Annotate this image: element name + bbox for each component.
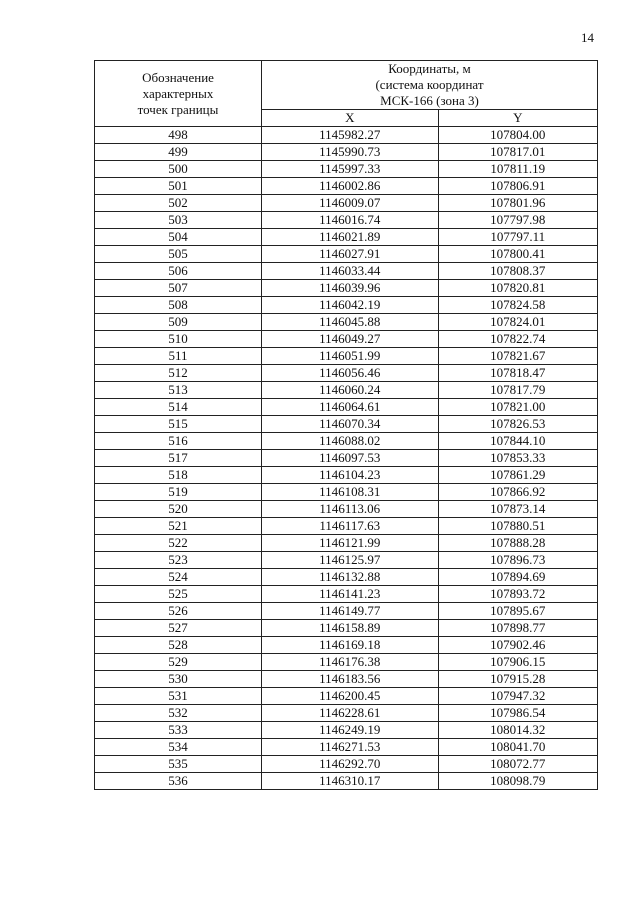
table-row: [95, 535, 598, 552]
x-coordinate-cell: 1146141.23: [262, 586, 439, 603]
y-coordinate-cell: 107804.00: [438, 127, 597, 144]
table-row: [95, 484, 598, 501]
point-id-cell: 526: [95, 603, 262, 620]
y-coordinate-cell: 107915.28: [438, 671, 597, 688]
y-coordinate-cell: 107817.01: [438, 144, 597, 161]
table-row: [95, 603, 598, 620]
point-id-cell: 501: [95, 178, 262, 195]
y-coordinate-cell: 107844.10: [438, 433, 597, 450]
x-coordinate-cell: 1146088.02: [262, 433, 439, 450]
table-row: [95, 433, 598, 450]
y-coordinate-cell: 107898.77: [438, 620, 597, 637]
header-row: [95, 61, 598, 110]
point-id-cell: 516: [95, 433, 262, 450]
point-id-cell: 521: [95, 518, 262, 535]
y-coordinate-cell: 107895.67: [438, 603, 597, 620]
table-row: [95, 246, 598, 263]
table-row: [95, 620, 598, 637]
y-coordinate-cell: 107866.92: [438, 484, 597, 501]
table-row: [95, 705, 598, 722]
table-row: [95, 297, 598, 314]
table-row: [95, 263, 598, 280]
table-header: [95, 61, 598, 127]
table-row: [95, 671, 598, 688]
table-row: [95, 365, 598, 382]
x-coordinate-cell: 1146097.53: [262, 450, 439, 467]
point-id-cell: 508: [95, 297, 262, 314]
table-row: [95, 586, 598, 603]
y-coordinate-cell: 107947.32: [438, 688, 597, 705]
point-id-cell: 536: [95, 773, 262, 790]
y-coordinate-cell: 107893.72: [438, 586, 597, 603]
x-coordinate-cell: 1146292.70: [262, 756, 439, 773]
y-coordinate-cell: 107821.67: [438, 348, 597, 365]
point-id-cell: 529: [95, 654, 262, 671]
point-id-cell: 514: [95, 399, 262, 416]
y-coordinate-cell: 107818.47: [438, 365, 597, 382]
x-coordinate-cell: 1146228.61: [262, 705, 439, 722]
point-header-line: характерных: [142, 85, 214, 101]
point-id-cell: 506: [95, 263, 262, 280]
x-coordinate-cell: 1146125.97: [262, 552, 439, 569]
x-coordinate-cell: 1146271.53: [262, 739, 439, 756]
x-coordinate-cell: 1146158.89: [262, 620, 439, 637]
table-row: [95, 467, 598, 484]
table-row: [95, 773, 598, 790]
point-id-cell: 531: [95, 688, 262, 705]
x-coordinate-cell: 1146200.45: [262, 688, 439, 705]
x-coordinate-cell: 1146104.23: [262, 467, 439, 484]
x-coordinate-cell: 1146108.31: [262, 484, 439, 501]
table-body: [95, 127, 598, 790]
x-coordinate-cell: 1146060.24: [262, 382, 439, 399]
table-row: [95, 399, 598, 416]
coords-header-line: Координаты, м: [388, 61, 471, 76]
point-header-line: точек границы: [137, 101, 219, 117]
point-id-cell: 522: [95, 535, 262, 552]
x-coordinate-cell: 1146113.06: [262, 501, 439, 518]
x-coordinate-cell: 1145990.73: [262, 144, 439, 161]
y-coordinate-cell: 107817.79: [438, 382, 597, 399]
point-id-cell: 498: [95, 127, 262, 144]
x-coordinate-cell: 1146009.07: [262, 195, 439, 212]
y-coordinate-cell: 107806.91: [438, 178, 597, 195]
y-coordinate-cell: 107873.14: [438, 501, 597, 518]
table-row: [95, 569, 598, 586]
point-id-cell: 524: [95, 569, 262, 586]
y-coordinate-cell: 107853.33: [438, 450, 597, 467]
x-coordinate-cell: 1146310.17: [262, 773, 439, 790]
point-id-cell: 509: [95, 314, 262, 331]
y-coordinate-cell: 107986.54: [438, 705, 597, 722]
x-coordinate-cell: 1146027.91: [262, 246, 439, 263]
x-column-header: X: [262, 110, 439, 127]
point-id-cell: 535: [95, 756, 262, 773]
x-coordinate-cell: 1146039.96: [262, 280, 439, 297]
x-coordinate-cell: 1145982.27: [262, 127, 439, 144]
y-coordinate-cell: 107906.15: [438, 654, 597, 671]
y-coordinate-cell: 107826.53: [438, 416, 597, 433]
point-header-line: Обозначение: [142, 69, 214, 85]
point-id-cell: 512: [95, 365, 262, 382]
point-id-cell: 505: [95, 246, 262, 263]
table-row: [95, 314, 598, 331]
x-coordinate-cell: 1146132.88: [262, 569, 439, 586]
table-row: [95, 450, 598, 467]
x-coordinate-cell: 1146049.27: [262, 331, 439, 348]
x-coordinate-cell: 1146176.38: [262, 654, 439, 671]
table-row: [95, 688, 598, 705]
point-id-cell: 502: [95, 195, 262, 212]
coordinates-table: [94, 60, 598, 790]
table-row: [95, 178, 598, 195]
table-row: [95, 756, 598, 773]
coordinates-column-header: [262, 61, 598, 110]
table-row: [95, 229, 598, 246]
y-coordinate-cell: 108072.77: [438, 756, 597, 773]
y-coordinate-cell: 107880.51: [438, 518, 597, 535]
x-coordinate-cell: 1146051.99: [262, 348, 439, 365]
table-row: [95, 501, 598, 518]
point-id-cell: 517: [95, 450, 262, 467]
y-coordinate-cell: 107861.29: [438, 467, 597, 484]
x-coordinate-cell: 1146033.44: [262, 263, 439, 280]
table-row: [95, 416, 598, 433]
point-id-cell: 519: [95, 484, 262, 501]
point-id-cell: 523: [95, 552, 262, 569]
point-id-cell: 515: [95, 416, 262, 433]
point-id-cell: 533: [95, 722, 262, 739]
table-row: [95, 722, 598, 739]
x-coordinate-cell: 1146045.88: [262, 314, 439, 331]
point-id-cell: 528: [95, 637, 262, 654]
table-row: [95, 331, 598, 348]
x-coordinate-cell: 1146070.34: [262, 416, 439, 433]
table-row: [95, 739, 598, 756]
y-coordinate-cell: 107797.11: [438, 229, 597, 246]
y-coordinate-cell: 107888.28: [438, 535, 597, 552]
y-coordinate-cell: 107800.41: [438, 246, 597, 263]
x-coordinate-cell: 1146117.63: [262, 518, 439, 535]
y-coordinate-cell: 107822.74: [438, 331, 597, 348]
y-coordinate-cell: 107896.73: [438, 552, 597, 569]
point-id-cell: 525: [95, 586, 262, 603]
x-coordinate-cell: 1146249.19: [262, 722, 439, 739]
point-id-cell: 503: [95, 212, 262, 229]
point-id-cell: 499: [95, 144, 262, 161]
x-coordinate-cell: 1146021.89: [262, 229, 439, 246]
y-coordinate-cell: 108041.70: [438, 739, 597, 756]
point-id-cell: 513: [95, 382, 262, 399]
point-id-cell: 518: [95, 467, 262, 484]
table-row: [95, 637, 598, 654]
y-coordinate-cell: 107820.81: [438, 280, 597, 297]
x-coordinate-cell: 1146121.99: [262, 535, 439, 552]
table-row: [95, 127, 598, 144]
page-number: 14: [581, 30, 594, 45]
point-id-cell: 530: [95, 671, 262, 688]
point-column-header: [95, 61, 262, 127]
table-row: [95, 518, 598, 535]
table-row: [95, 195, 598, 212]
table-row: [95, 144, 598, 161]
x-coordinate-cell: 1146056.46: [262, 365, 439, 382]
y-coordinate-cell: 107797.98: [438, 212, 597, 229]
y-coordinate-cell: 107894.69: [438, 569, 597, 586]
point-id-cell: 510: [95, 331, 262, 348]
coords-header-line: МСК-166 (зона 3): [380, 93, 479, 108]
x-coordinate-cell: 1146016.74: [262, 212, 439, 229]
table-row: [95, 552, 598, 569]
y-column-header: Y: [438, 110, 597, 127]
y-coordinate-cell: 107902.46: [438, 637, 597, 654]
table-row: [95, 654, 598, 671]
y-coordinate-cell: 107821.00: [438, 399, 597, 416]
x-coordinate-cell: 1146149.77: [262, 603, 439, 620]
x-coordinate-cell: 1146042.19: [262, 297, 439, 314]
table-row: [95, 280, 598, 297]
table-row: [95, 212, 598, 229]
point-id-cell: 511: [95, 348, 262, 365]
table-row: [95, 161, 598, 178]
x-coordinate-cell: 1146002.86: [262, 178, 439, 195]
table-row: [95, 348, 598, 365]
y-coordinate-cell: 108014.32: [438, 722, 597, 739]
point-id-cell: 504: [95, 229, 262, 246]
y-coordinate-cell: 107824.01: [438, 314, 597, 331]
point-id-cell: 532: [95, 705, 262, 722]
point-id-cell: 527: [95, 620, 262, 637]
y-coordinate-cell: 107801.96: [438, 195, 597, 212]
point-id-cell: 500: [95, 161, 262, 178]
table-row: [95, 382, 598, 399]
y-coordinate-cell: 107811.19: [438, 161, 597, 178]
y-coordinate-cell: 107824.58: [438, 297, 597, 314]
point-id-cell: 507: [95, 280, 262, 297]
x-coordinate-cell: 1146064.61: [262, 399, 439, 416]
x-coordinate-cell: 1145997.33: [262, 161, 439, 178]
point-id-cell: 520: [95, 501, 262, 518]
x-coordinate-cell: 1146169.18: [262, 637, 439, 654]
point-id-cell: 534: [95, 739, 262, 756]
y-coordinate-cell: 107808.37: [438, 263, 597, 280]
coords-header-line: (система координат: [375, 77, 484, 92]
y-coordinate-cell: 108098.79: [438, 773, 597, 790]
x-coordinate-cell: 1146183.56: [262, 671, 439, 688]
